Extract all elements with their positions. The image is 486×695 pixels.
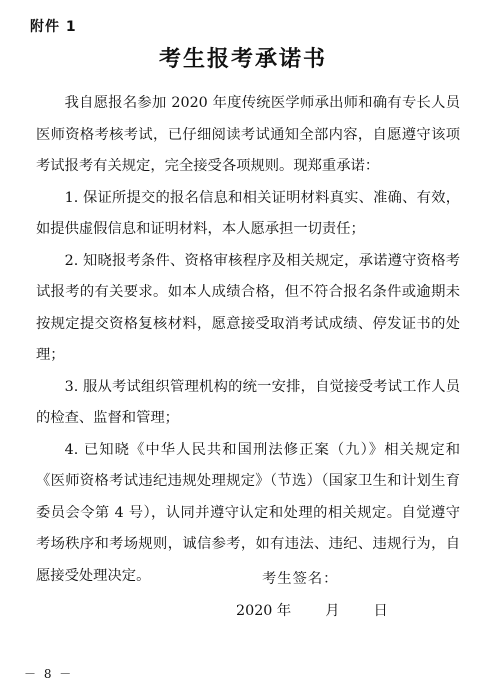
date-year: 2020 年 (236, 603, 292, 619)
commitment-item-1: 1. 保证所提交的报名信息和相关证明材料真实、准确、有效，如提供虚假信息和证明材料，本人愿承担一切责任； (36, 189, 460, 237)
date-day: 日 (373, 603, 388, 619)
commitment-body (36, 88, 460, 592)
intro-paragraph: 我自愿报名参加 2020 年度传统医学师承出师和确有专长人员医师资格考核考试，已仔细阅读考试通知全部内容，自愿遵守该项考试报考有关规定，完全接受各项规则。现郑重承诺： (36, 95, 460, 174)
attachment-label: 附件 1 (30, 19, 77, 35)
date-month: 月 (325, 603, 340, 619)
commitment-item-4: 4. 已知晓《中华人民共和国刑法修正案（九）》相关规定和《医师资格考试违纪违规处理规定》（节选）（国家卫生和计划生育委员会令第 4 号），认同并遵守认定和处理的相关规定。自觉遵守考场秩序和考场规则，诚信参考，如有违法、违纪、违规行为，自愿接受处理决定。 (36, 441, 460, 584)
commitment-item-3: 3. 服从考试组织管理机构的统一安排，自觉接受考试工作人员的检查、监督和管理； (36, 378, 460, 426)
signature-date (236, 600, 388, 620)
signature-label: 考生签名： (262, 571, 339, 587)
document-title: 考生报考承诺书 (158, 47, 327, 72)
commitment-item-2: 2. 知晓报考条件、资格审核程序及相关规定，承诺遵守资格考试报考的有关要求。如本人成绩合格，但不符合报名条件或逾期未按规定提交资格复核材料，愿意接受取消考试成绩、停发证书的处理； (36, 252, 460, 363)
page-number: － 8 － (24, 667, 74, 681)
